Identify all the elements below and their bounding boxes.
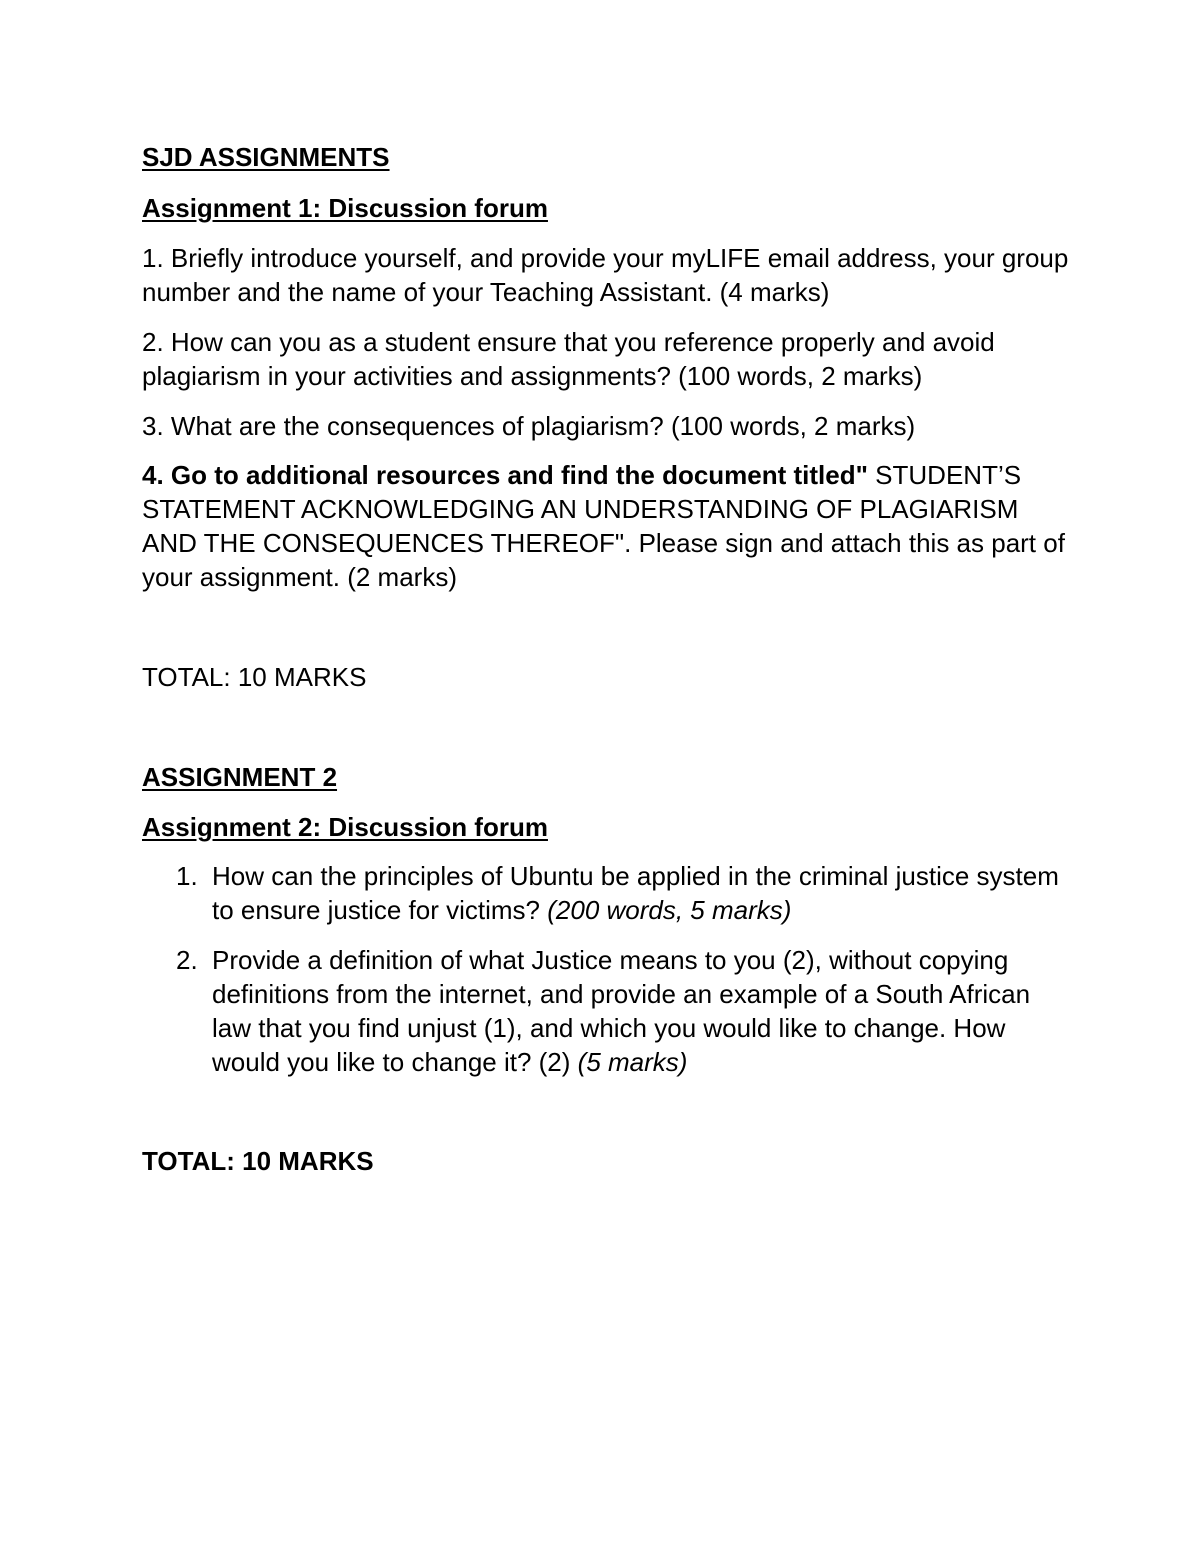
assignment1-question-4 xyxy=(142,458,1072,594)
assignment1-heading: Assignment 1: Discussion forum xyxy=(142,193,548,223)
list-number: 1. xyxy=(176,861,198,891)
question-marks: (5 marks) xyxy=(577,1047,688,1077)
assignment1-total: TOTAL: 10 MARKS xyxy=(142,662,367,692)
assignment1-question-1: 1. Briefly introduce yourself, and provide your myLIFE email address, your group number and the name of your Teaching Assistant. (4 marks) xyxy=(142,243,1069,307)
assignment2-question-2 xyxy=(176,943,1066,1079)
assignment1-question-3: 3. What are the consequences of plagiarism? (100 words, 2 marks) xyxy=(142,411,916,441)
assignment2-total: TOTAL: 10 MARKS xyxy=(142,1146,374,1176)
assignment1-question-4-bold: 4. Go to additional resources and find the document titled" xyxy=(142,460,868,490)
assignment1-question-2: 2. How can you as a student ensure that you reference properly and avoid plagiarism in your activities and assignments? (100 words, 2 marks) xyxy=(142,327,995,391)
question-text: Provide a definition of what Justice means to you (2), without copying definitions from the internet, and provide an example of a South African law that you find unjust (1), and which you would like to change. How would you like to change it? (2) xyxy=(212,945,1031,1077)
assignment2-question-1 xyxy=(176,859,1066,927)
question-text: How can the principles of Ubuntu be applied in the criminal justice system to ensure justice for victims? xyxy=(212,861,1059,925)
document-title: SJD ASSIGNMENTS xyxy=(142,142,390,172)
assignment1-question-4-rest: STUDENT’S STATEMENT ACKNOWLEDGING AN UNDERSTANDING OF PLAGIARISM AND THE CONSEQUENCES THEREOF". Please sign and attach this as part of your assignment. (2 marks) xyxy=(142,460,1065,592)
assignment2-title: ASSIGNMENT 2 xyxy=(142,762,338,792)
list-number: 2. xyxy=(176,945,198,975)
assignment2-heading: Assignment 2: Discussion forum xyxy=(142,812,548,842)
question-marks: (200 words, 5 marks) xyxy=(547,895,792,925)
